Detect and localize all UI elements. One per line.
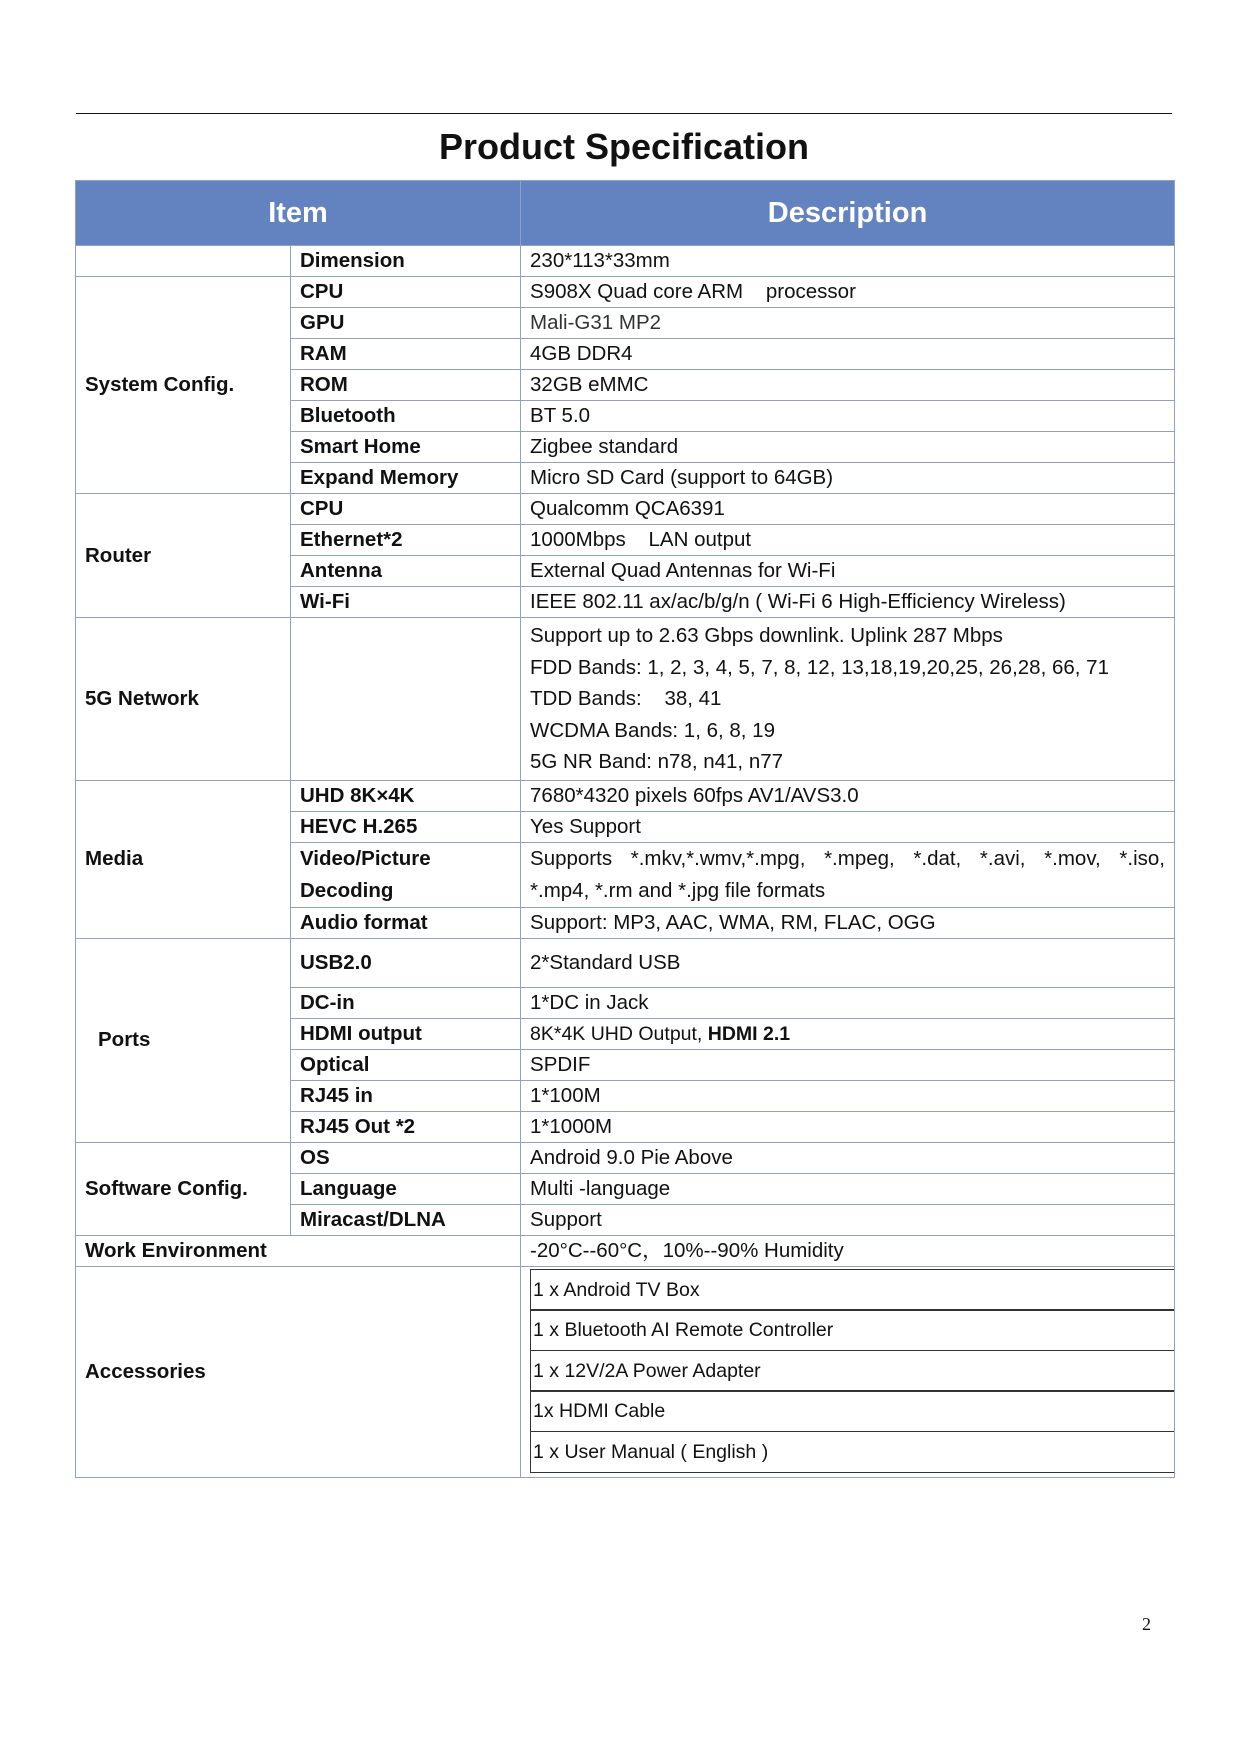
table-row	[76, 1266, 1175, 1477]
item-dc-in: DC-in	[291, 987, 521, 1018]
item-gpu: GPU	[291, 308, 521, 339]
item-expand-memory: Expand Memory	[291, 463, 521, 494]
desc-5g-network	[521, 618, 1175, 781]
item-rj45-in: RJ45 in	[291, 1080, 521, 1111]
item-5g-empty	[291, 618, 521, 781]
item-rj45-out: RJ45 Out *2	[291, 1111, 521, 1142]
document-title: Product Specification	[438, 126, 810, 167]
5g-line: FDD Bands: 1, 2, 3, 4, 5, 7, 8, 12, 13,18,19,20,25, 26,28, 66, 71	[530, 655, 1109, 679]
item-hdmi-output: HDMI output	[291, 1018, 521, 1049]
item-video-line2: Decoding	[300, 878, 394, 902]
category-software-config: Software Config.	[76, 1142, 291, 1235]
desc-cpu: S908X Quad core ARM processor	[521, 277, 1175, 308]
item-miracast: Miracast/DLNA	[291, 1204, 521, 1235]
desc-antenna: External Quad Antennas for Wi-Fi	[521, 556, 1175, 587]
table-row	[76, 246, 1175, 277]
item-bluetooth: Bluetooth	[291, 401, 521, 432]
category-ports: Ports	[76, 938, 291, 1142]
item-ethernet: Ethernet*2	[291, 525, 521, 556]
desc-ram: 4GB DDR4	[521, 339, 1175, 370]
table-row	[76, 780, 1175, 811]
page-number: 2	[1142, 1614, 1151, 1634]
item-ram: RAM	[291, 339, 521, 370]
category-system-config: System Config.	[76, 277, 291, 494]
5g-line: WCDMA Bands: 1, 6, 8, 19	[530, 718, 775, 742]
item-video-decoding	[291, 842, 521, 907]
desc-dc-in: 1*DC in Jack	[521, 987, 1175, 1018]
hdmi-desc-plain: 8K*4K UHD Output,	[530, 1022, 708, 1045]
table-row	[76, 618, 1175, 781]
desc-hevc: Yes Support	[521, 811, 1175, 842]
category-empty	[76, 246, 291, 277]
list-item: 1x HDMI Cable	[530, 1390, 1174, 1432]
desc-router-cpu: Qualcomm QCA6391	[521, 494, 1175, 525]
hdmi-desc-bold: HDMI 2.1	[707, 1022, 791, 1045]
desc-gpu: Mali-G31 MP2	[521, 308, 1175, 339]
desc-rj45-in: 1*100M	[521, 1080, 1175, 1111]
5g-line: Support up to 2.63 Gbps downlink. Uplink 287 Mbps	[530, 624, 1003, 647]
desc-hdmi-output	[521, 1018, 1175, 1049]
desc-ethernet: 1000Mbps LAN output	[521, 525, 1175, 556]
header-item: Item	[76, 181, 521, 246]
item-dimension: Dimension	[291, 246, 521, 277]
item-usb: USB2.0	[291, 938, 521, 987]
top-rule	[76, 113, 1172, 114]
item-audio-format: Audio format	[291, 907, 521, 938]
item-wifi: Wi-Fi	[291, 587, 521, 618]
list-item: 1 x Bluetooth AI Remote Controller	[530, 1309, 1174, 1351]
desc-language: Multi -language	[521, 1173, 1175, 1204]
category-5g-network: 5G Network	[76, 618, 291, 781]
5g-line: TDD Bands: 38, 41	[530, 687, 722, 710]
spec-table	[75, 180, 1175, 1478]
accessories-list	[521, 1267, 1174, 1472]
desc-miracast: Support	[521, 1204, 1175, 1235]
desc-smart-home: Zigbee standard	[521, 432, 1175, 463]
desc-video-decoding: Supports *.mkv,*.wmv,*.mpg, *.mpeg, *.dat, *.avi, *.mov, *.iso, *.mp4, *.rm and *.jpg file formats	[521, 842, 1175, 907]
item-video-line1: Video/Picture	[300, 846, 431, 870]
item-smart-home: Smart Home	[291, 432, 521, 463]
item-hevc: HEVC H.265	[291, 811, 521, 842]
table-row	[76, 494, 1175, 525]
item-router-cpu: CPU	[291, 494, 521, 525]
desc-audio-format: Support: MP3, AAC, WMA, RM, FLAC, OGG	[521, 907, 1175, 938]
list-item: 1 x User Manual ( English )	[530, 1431, 1174, 1473]
table-row	[76, 1142, 1175, 1173]
desc-accessories	[521, 1266, 1175, 1477]
desc-optical: SPDIF	[521, 1049, 1175, 1080]
desc-usb: 2*Standard USB	[521, 938, 1175, 987]
desc-os: Android 9.0 Pie Above	[521, 1142, 1175, 1173]
desc-wifi: IEEE 802.11 ax/ac/b/g/n ( Wi-Fi 6 High-Efficiency Wireless)	[521, 587, 1175, 618]
item-cpu: CPU	[291, 277, 521, 308]
header-description: Description	[521, 181, 1175, 246]
item-os: OS	[291, 1142, 521, 1173]
list-item: 1 x 12V/2A Power Adapter	[530, 1350, 1174, 1392]
desc-work-environment: -20°C--60°C，10%--90% Humidity	[521, 1235, 1175, 1266]
item-uhd: UHD 8K×4K	[291, 780, 521, 811]
category-router: Router	[76, 494, 291, 618]
5g-line: 5G NR Band: n78, n41, n77	[530, 750, 784, 773]
table-row	[76, 277, 1175, 308]
desc-uhd: 7680*4320 pixels 60fps AV1/AVS3.0	[521, 780, 1175, 811]
category-work-environment: Work Environment	[76, 1235, 521, 1266]
desc-rom: 32GB eMMC	[521, 370, 1175, 401]
item-language: Language	[291, 1173, 521, 1204]
item-antenna: Antenna	[291, 556, 521, 587]
category-media: Media	[76, 780, 291, 938]
desc-expand-memory: Micro SD Card (support to 64GB)	[521, 463, 1175, 494]
table-row	[76, 938, 1175, 987]
item-optical: Optical	[291, 1049, 521, 1080]
item-rom: ROM	[291, 370, 521, 401]
desc-bluetooth: BT 5.0	[521, 401, 1175, 432]
list-item: 1 x Android TV Box	[530, 1269, 1174, 1311]
header-row	[76, 181, 1175, 246]
category-accessories: Accessories	[76, 1266, 521, 1477]
table-row	[76, 1235, 1175, 1266]
desc-dimension: 230*113*33mm	[521, 246, 1175, 277]
desc-rj45-out: 1*1000M	[521, 1111, 1175, 1142]
